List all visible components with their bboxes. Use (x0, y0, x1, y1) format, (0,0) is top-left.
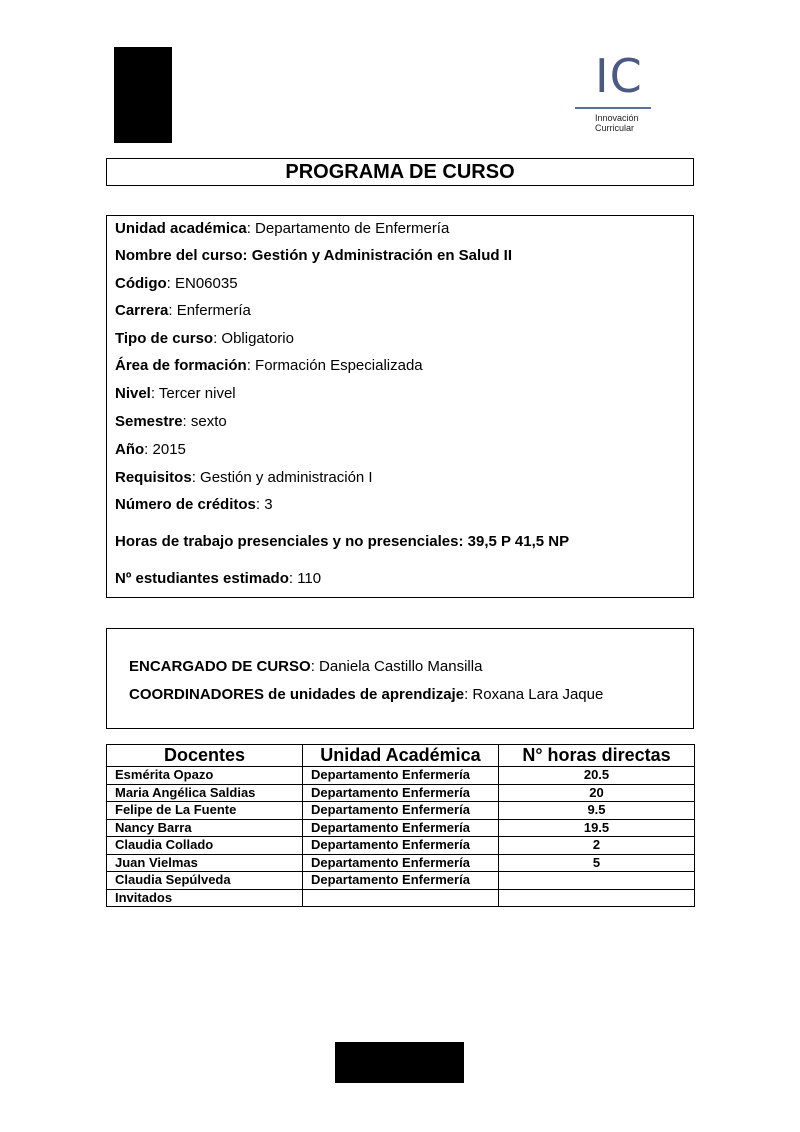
info-nivel: Nivel: Tercer nivel (115, 385, 236, 402)
table-row: Claudia Collado Departamento Enfermería 2 (107, 837, 695, 855)
info-area: Área de formación: Formación Especializada (115, 357, 423, 374)
encargado-box (106, 628, 694, 729)
docentes-table (106, 744, 695, 907)
table-header-row (107, 745, 695, 767)
redacted-block-bottom (335, 1042, 464, 1083)
table-row: Nancy Barra Departamento Enfermería 19.5 (107, 819, 695, 837)
header-horas: N° horas directas (499, 745, 695, 767)
info-semestre: Semestre: sexto (115, 413, 227, 430)
info-codigo: Código: EN06035 (115, 275, 238, 292)
course-info-box (106, 215, 694, 598)
header-docentes: Docentes (107, 745, 303, 767)
table-row: Claudia Sepúlveda Departamento Enfermería (107, 872, 695, 890)
page-title: PROGRAMA DE CURSO (106, 158, 694, 186)
table-row: Maria Angélica Saldias Departamento Enfermería 20 (107, 784, 695, 802)
table-row: Felipe de La Fuente Departamento Enfermería 9.5 (107, 802, 695, 820)
table-row: Esmérita Opazo Departamento Enfermería 20.5 (107, 767, 695, 785)
info-nombre: Nombre del curso: Gestión y Administración en Salud II (115, 247, 513, 264)
header-unidad: Unidad Académica (303, 745, 499, 767)
info-horas: Horas de trabajo presenciales y no presenciales: 39,5 P 41,5 NP (115, 533, 570, 550)
redacted-block-top (114, 47, 172, 143)
info-unidad: Unidad académica: Departamento de Enfermería (115, 220, 450, 237)
logo-caption: Innovación Curricular (595, 113, 639, 133)
encargado-row: ENCARGADO DE CURSO: Daniela Castillo Mansilla (129, 658, 483, 675)
table-row: Invitados (107, 889, 695, 907)
info-tipo: Tipo de curso: Obligatorio (115, 330, 294, 347)
logo-letters: IC (595, 49, 643, 103)
ic-logo (575, 50, 655, 140)
info-anio: Año: 2015 (115, 441, 186, 458)
table-row: Juan Vielmas Departamento Enfermería 5 (107, 854, 695, 872)
info-creditos: Número de créditos: 3 (115, 496, 273, 513)
info-carrera: Carrera: Enfermería (115, 302, 251, 319)
logo-divider (575, 107, 651, 109)
coordinadores-row: COORDINADORES de unidades de aprendizaje: Roxana Lara Jaque (129, 686, 604, 703)
info-requisitos: Requisitos: Gestión y administración I (115, 469, 373, 486)
info-estudiantes: Nº estudiantes estimado: 110 (115, 570, 322, 587)
